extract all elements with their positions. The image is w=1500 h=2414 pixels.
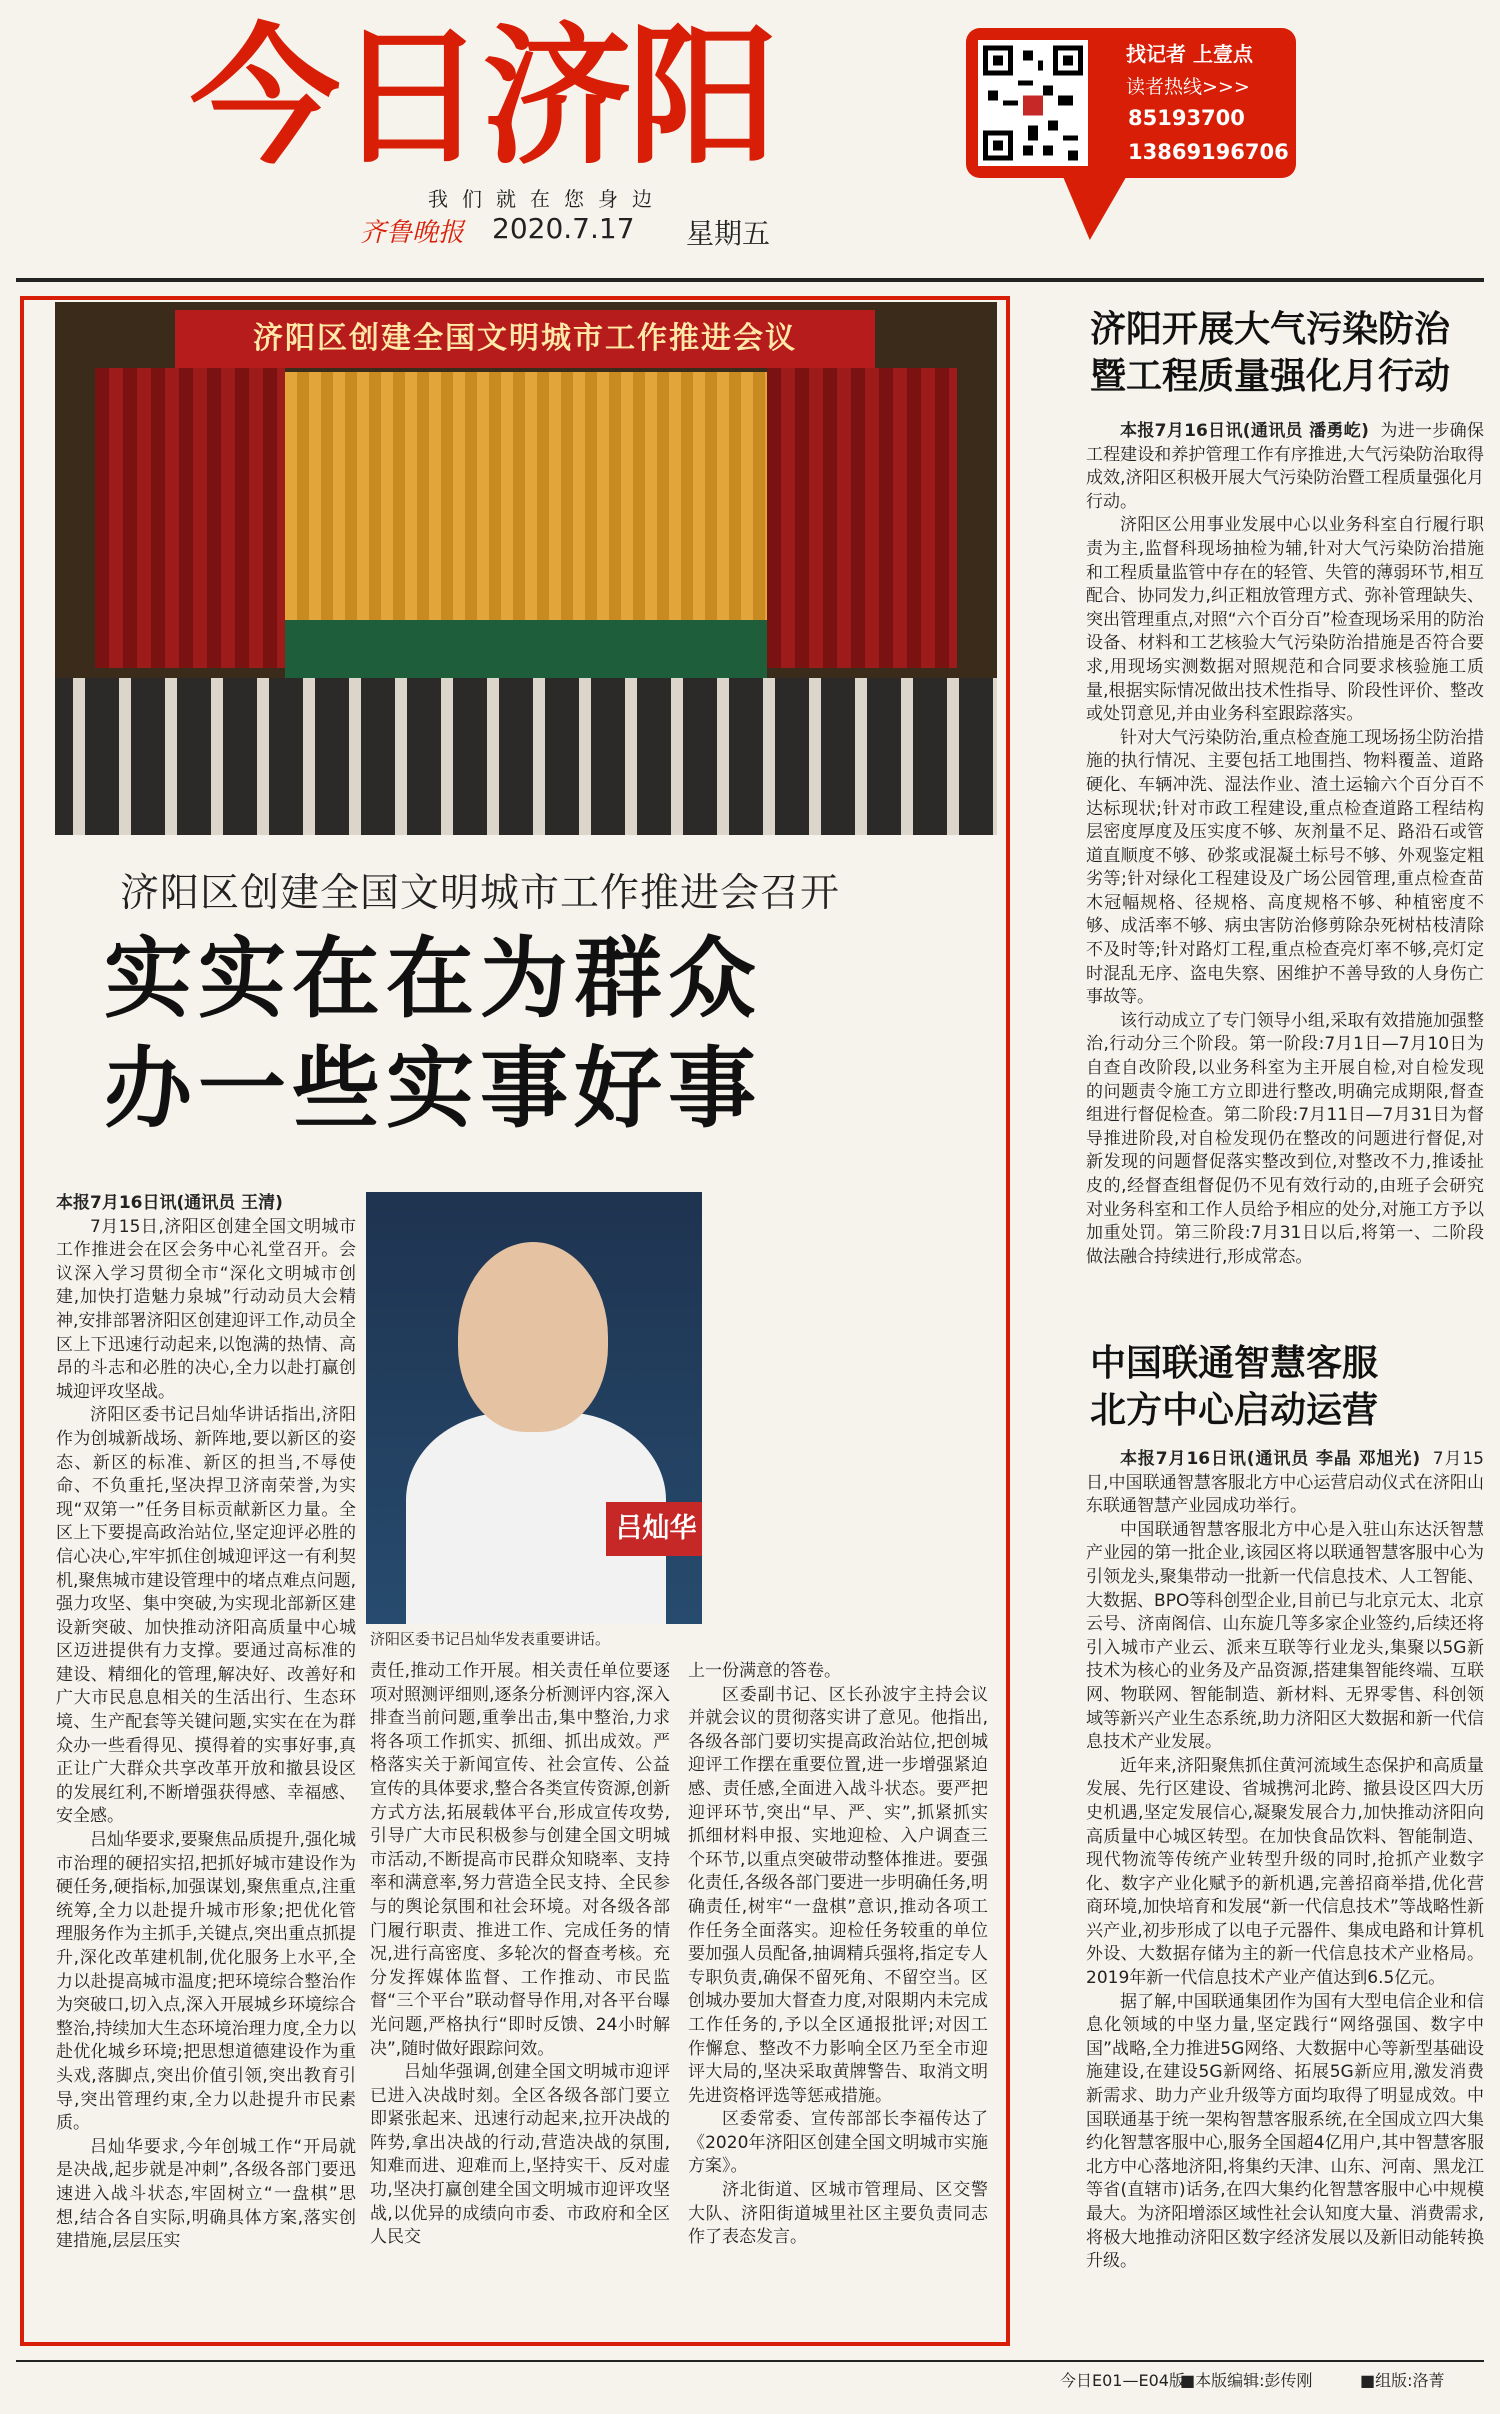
paragraph: 责任,推动工作开展。相关责任单位要逐项对照测评细则,逐条分析测评内容,深入排查当前问题,重拳出击,集中整治,力求将各项工作抓实、抓细、抓出成效。严格落实关于新闻宣传、社会宣传、公益宣传的具体要求,整合各类宣传资源,创新方式方法,拓展载体平台,形成宣传攻势,引导广大市民积极参与创建全国文明城市活动,不断提高市民群众知晓率、支持率和满意率,努力营造全民支持、全民参与的舆论氛围和社会环境。对各级各部门履行职责、推进工作、完成任务的情况,进行高密度、多轮次的督查考核。充分发挥媒体监督、工作推动、市民监督“三个平台”联动督导作用,对各平台曝光问题,严格执行“即时反馈、24小时解决”,随时做好跟踪问效。 bbox=[370, 1661, 670, 2059]
paragraph: 区委常委、宣传部部长李福传达了《2020年济阳区创建全国文明城市实施方案》。 bbox=[688, 2109, 988, 2177]
feature-headline-line-2: 办一些实事好事 bbox=[104, 1037, 763, 1140]
issue-weekday: 星期五 bbox=[686, 217, 771, 250]
story2-title-line-1: 中国联通智慧客服 bbox=[1090, 1343, 1379, 1384]
story1-title-line-1: 济阳开展大气污染防治 bbox=[1090, 309, 1451, 350]
story2-body bbox=[1086, 1448, 1484, 2274]
story2-title-line-2: 北方中心启动运营 bbox=[1090, 1390, 1379, 1431]
feature-headline-line-1: 实实在在为群众 bbox=[104, 927, 763, 1030]
feature-column-3 bbox=[688, 1660, 988, 2250]
story1-body bbox=[1086, 420, 1484, 1269]
speaker-face bbox=[458, 1242, 608, 1432]
paragraph: 吕灿华强调,创建全国文明城市迎评已进入决战时刻。全区各级各部门要立即紧张起来、迅速行动起来,拉开决战的阵势,拿出决战的行动,营造决战的氛围,知难而进、迎难而上,坚持实干、反对虚功,坚决打赢创建全国文明城市迎评攻坚战,以优异的成绩向市委、市政府和全区人民交 bbox=[370, 2062, 670, 2248]
paragraph: 本报7月16日讯(通讯员 李晶 邓旭光) 7月15日,中国联通智慧客服北方中心运营启动仪式在济阳山东联通智慧产业园成功举行。 bbox=[1086, 1449, 1485, 1517]
slogan: 我们就在您身边 bbox=[428, 187, 666, 211]
paragraph: 本报7月16日讯(通讯员 潘勇屹) 为进一步确保工程建设和养护管理工作有序推进,大气污染防治取得成效,济阳区积极开展大气污染防治暨工程质量强化月行动。 bbox=[1086, 421, 1485, 512]
footer-editor: ■本版编辑:彭传刚 bbox=[1180, 2371, 1313, 2390]
paragraph: 济阳区委书记吕灿华讲话指出,济阳作为创城新战场、新阵地,要以新区的姿态、新区的标准、新区的担当,不辱使命、不负重托,坚决捍卫济南荣誉,为实现“双第一”任务目标贡献新区力量。全区上下要提高政治站位,坚定迎评必胜的信心决心,牢牢抓住创城迎评这一有利契机,聚焦城市建设管理中的堵点难点问题,强力攻坚、集中突破,为实现北部新区建设新突破、加快推动济阳高质量中心城区迈进提供有力支撑。要通过高标准的建设、精细化的管理,解决好、改善好和广大市民息息相关的生活出行、生态环境、生产配套等关键问题,实实在在为群众办一些看得见、摸得着的实事好事,真正让广大群众共享改革开放和撤县设区的发展红利,不断增强获得感、幸福感、安全感。 bbox=[56, 1405, 356, 1827]
issue-date: 2020.7.17 bbox=[492, 212, 635, 245]
footer-rule bbox=[16, 2360, 1484, 2362]
curtain-left bbox=[95, 368, 285, 668]
conference-hall-photo bbox=[55, 302, 997, 835]
qr-code-icon[interactable] bbox=[978, 40, 1088, 166]
curtain-right bbox=[767, 368, 957, 668]
newspaper-title: 今日济阳 bbox=[190, 11, 775, 185]
story1-title bbox=[1090, 306, 1450, 400]
audience-rows bbox=[55, 678, 997, 835]
podium-table bbox=[285, 620, 767, 678]
publisher-name: 齐鲁晚报 bbox=[360, 218, 465, 248]
masthead-rule bbox=[16, 278, 1484, 282]
paragraph: 济阳区公用事业发展中心以业务科室自行履行职责为主,监督科现场抽检为辅,针对大气污染防治措施和工程质量监管中存在的轻管、失管的薄弱环节,相互配合、协同发力,纠正粗放管理方式、弥补管理缺失、突出管理重点,对照“六个百分百”检查现场采用的防治设备、材料和工艺核验大气污染防治措施是否符合要求,用现场实测数据对照规范和合同要求核验施工质量,根据实际情况做出技术性指导、阶段性评价、整改或处罚意见,并由业务科室跟踪落实。 bbox=[1086, 515, 1484, 725]
paragraph: 7月15日,济阳区创建全国文明城市工作推进会在区会务中心礼堂召开。会议深入学习贯彻全市“深化文明城市创建,加快打造魅力泉城”行动动员大会精神,安排部署济阳区创建迎评工作,动员全区上下迅速行动起来,以饱满的热情、高昂的斗志和必胜的决心,全力以赴打赢创城迎评攻坚战。 bbox=[56, 1216, 356, 1402]
feature-byline: 本报7月16日讯(通讯员 王清) bbox=[56, 1193, 283, 1213]
story1-title-line-2: 暨工程质量强化月行动 bbox=[1090, 356, 1451, 397]
feature-subhead: 济阳区创建全国文明城市工作推进会召开 bbox=[120, 871, 841, 916]
hotline-tagline: 找记者 上壹点 bbox=[1126, 42, 1253, 66]
paragraph: 近年来,济阳聚焦抓住黄河流域生态保护和高质量发展、先行区建设、省城携河北跨、撤县设区四大历史机遇,坚定发展信心,凝聚发展合力,加快推动济阳向高质量中心城区转型。在加快食品饮料、智能制造、现代物流等传统产业转型升级的同时,抢抓产业数字化、数字产业化赋予的新机遇,完善招商举措,优化营商环境,加快培育和发展“新一代信息技术”等战略性新兴产业,初步形成了以电子元器件、集成电路和计算机外设、大数据存储为主的新一代信息技术产业格局。2019年新一代信息技术产业产值达到6.5亿元。 bbox=[1086, 1755, 1484, 1989]
feature-column-1 bbox=[56, 1192, 356, 2254]
speaker-photo bbox=[366, 1192, 702, 1624]
masthead bbox=[0, 0, 1500, 275]
footer-edition: 今日E01—E04版 bbox=[1060, 2371, 1185, 2390]
hotline-label: 读者热线>>> bbox=[1126, 76, 1250, 98]
paragraph: 中国联通智慧客服北方中心是入驻山东达沃智慧产业园的第一批企业,该园区将以联通智慧客服中心为引领龙头,聚集带动一批新一代信息技术、人工智能、大数据、BPO等科创型企业,目前已与北京元太、北京云号、济南阁信、山东旋几等多家企业签约,后续还将引入城市产业云、派来互联等行业龙头,集聚以5G新技术为核心的业务及产品资源,搭建集智能终端、互联网、物联网、智能制造、新材料、无界零售、科创领域等新兴产业生态系统,助力济阳区大数据和新一代信息技术产业发展。 bbox=[1086, 1519, 1484, 1753]
paragraph: 该行动成立了专门领导小组,采取有效措施加强整治,行动分三个阶段。第一阶段:7月1日—7月10日为自查自改阶段,以业务科室为主开展自检,对自检发现的问题责令施工方立即进行整改,明确完成期限,督查组进行督促检查。第二阶段:7月11日—7月31日为督导推进阶段,对自检发现仍在整改的问题进行督促,对新发现的问题督促落实整改到位,对整改不力,推诿扯皮的,经督查组督促仍不见有效行动的,由班子会研究对业务科室和工作人员给予相应的处分,对施工方予以加重处罚。第三阶段:7月31日以后,将第一、二阶段做法融合持续进行,形成常态。 bbox=[1086, 1010, 1484, 1267]
speaker-nameplate: 吕灿华 bbox=[606, 1502, 702, 1556]
hotline-phone-2[interactable]: 13869196706 bbox=[1128, 140, 1289, 164]
paragraph: 针对大气污染防治,重点检查施工现场扬尘防治措施的执行情况、主要包括工地围挡、物料覆盖、道路硬化、车辆冲洗、湿法作业、渣土运输六个百分百不达标现状;针对市政工程建设,重点检查道路工程结构层密度厚度及压实度不够、灰剂量不足、路沿石或管道直顺度不够、砂浆或混凝土标号不够、外观鉴定粗劣等;针对绿化工程建设及广场公园管理,重点检查苗木冠幅规格、径规格、高度规格不够、种植密度不够、成活率不够、病虫害防治修剪除杂死树枯枝清除不及时等;针对路灯工程,重点检查亮灯率不够,亮灯定时混乱无序、盗电失察、困维护不善导致的人身伤亡事故等。 bbox=[1086, 727, 1484, 1008]
story2-title bbox=[1090, 1340, 1378, 1434]
meeting-banner: 济阳区创建全国文明城市工作推进会议 bbox=[175, 310, 875, 368]
speaker-photo-caption: 济阳区委书记吕灿华发表重要讲话。 bbox=[370, 1630, 611, 1648]
paragraph: 据了解,中国联通集团作为国有大型电信企业和信息化领域的中坚力量,坚定践行“网络强国、数字中国”战略,全力推进5G网络、大数据中心等新型基础设施建设,在建设5G新网络、拓展5G新应用,激发消费新需求、助力产业升级等方面均取得了明显成效。中国联通基于统一架构智慧客服系统,在全国成立四大集约化智慧客服中心,服务全国超4亿用户,其中智慧客服北方中心落地济阳,将集约天津、山东、河南、黑龙江等省(直辖市)话务,在四大集约化智慧客服中心中规模最大。为济阳增添区域性社会认知度大量、消费需求,将极大地推动济阳区数字经济发展以及新旧动能转换升级。 bbox=[1086, 1991, 1484, 2272]
hotline-bubble-tail bbox=[1020, 170, 1130, 240]
reader-hotline-box bbox=[966, 28, 1296, 178]
paragraph: 区委副书记、区长孙波宇主持会议并就会议的贯彻落实讲了意见。他指出,各级各部门要切实提高政治站位,把创城迎评工作摆在重要位置,进一步增强紧迫感、责任感,全面进入战斗状态。要严把迎评环节,突出“早、严、实”,抓紧抓实抓细材料申报、实地迎检、入户调查三个环节,以重点突破带动整体推进。要强化责任,各级各部门要进一步明确任务,明确责任,树牢“一盘棋”意识,推动各项工作任务全面落实。迎检任务较重的单位要加强人员配备,抽调精兵强将,指定专人专职负责,确保不留死角、不留空当。区创城办要加大督查力度,对限期内未完成工作任务的,予以全区通报批评;对因工作懈怠、整改不力影响全区乃至全市迎评大局的,坚决采取黄牌警告、取消文明先进资格评选等惩戒措施。 bbox=[688, 1684, 988, 2106]
paragraph: 济北街道、区城市管理局、区交警大队、济阳街道城里社区主要负责同志作了表态发言。 bbox=[688, 2180, 988, 2248]
hotline-phone-1[interactable]: 85193700 bbox=[1128, 106, 1245, 130]
paragraph: 吕灿华要求,今年创城工作“开局就是决战,起步就是冲刺”,各级各部门要迅速进入战斗状态,牢固树立“一盘棋”思想,结合各自实际,明确具体方案,落实创建措施,层层压实 bbox=[56, 2136, 356, 2252]
paragraph: 吕灿华要求,要聚焦品质提升,强化城市治理的硬招实招,把抓好城市建设作为硬任务,硬指标,加强谋划,聚焦重点,注重统筹,全力以赴提升城市形象;把优化管理服务作为主抓手,关键点,突出重点抓提升,深化改革建机制,优化服务上水平,全力以赴提高城市温度;把环境综合整治作为突破口,切入点,深入开展城乡环境综合整治,持续加大生态环境治理力度,全力以赴优化城乡环境;把思想道德建设作为重头戏,落脚点,突出价值引领,突出教育引导,突出管理约束,全力以赴提升市民素质。 bbox=[56, 1830, 356, 2134]
paragraph: 上一份满意的答卷。 bbox=[688, 1661, 841, 1681]
feature-column-2 bbox=[370, 1660, 670, 2250]
footer-designer: ■组版:洛菁 bbox=[1360, 2371, 1445, 2390]
